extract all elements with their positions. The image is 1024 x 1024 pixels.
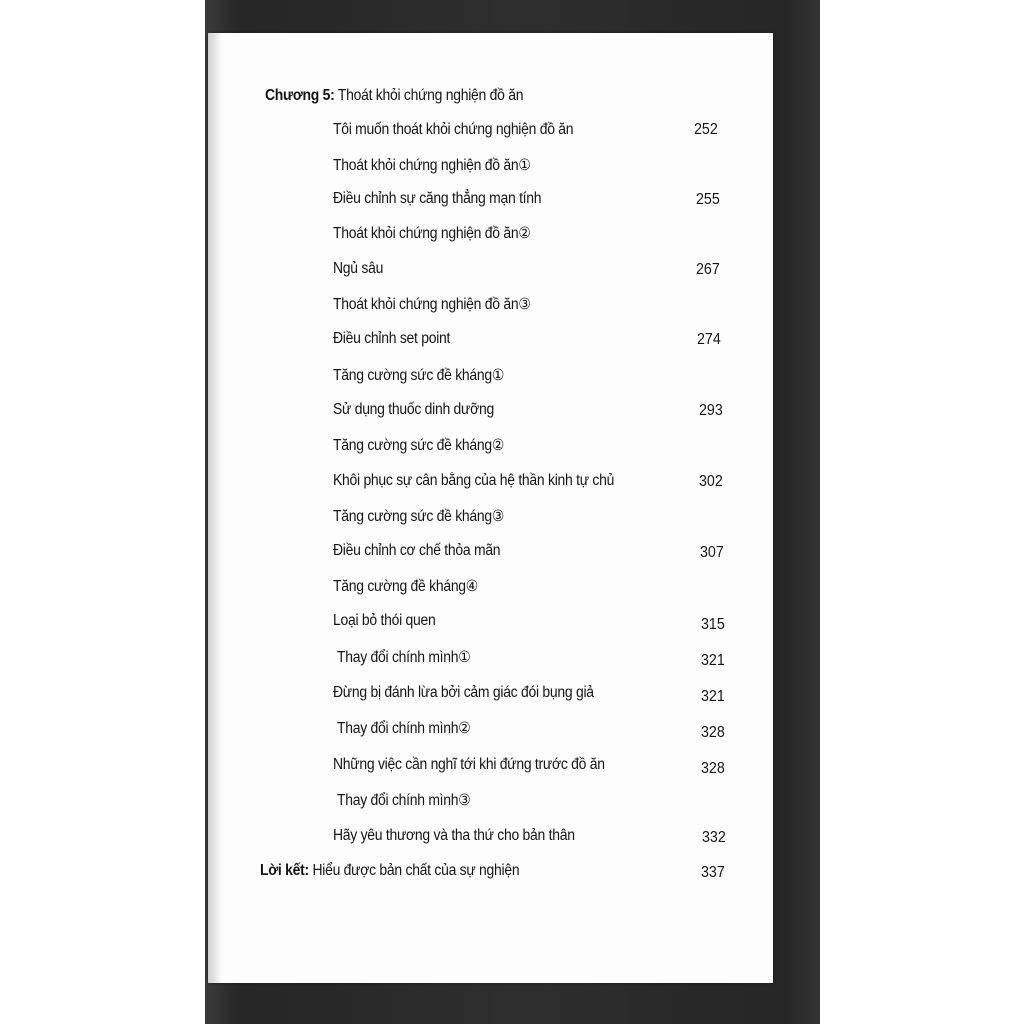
toc-entry-title: Tôi muốn thoát khỏi chứng nghiện đồ ăn bbox=[333, 121, 574, 138]
chapter-heading bbox=[265, 87, 523, 105]
toc-entry-title: Thoát khỏi chứng nghiện đồ ăn③ bbox=[333, 296, 531, 313]
chapter-title: Thoát khỏi chứng nghiện đồ ăn bbox=[337, 87, 524, 104]
toc-entry-page-number: 321 bbox=[701, 688, 725, 705]
toc-entry-title: Sử dụng thuốc dinh dưỡng bbox=[333, 401, 494, 418]
toc-entry-title: Thay đổi chính mình③ bbox=[337, 792, 471, 809]
toc-entry-title: Đừng bị đánh lừa bởi cảm giác đói bụng giả bbox=[333, 684, 594, 701]
toc-entry-title: Thay đổi chính mình① bbox=[337, 649, 471, 666]
toc-entry-page-number: 302 bbox=[699, 473, 723, 490]
toc-entry-title: Khôi phục sự cân bằng của hệ thần kinh tự chủ bbox=[333, 472, 615, 489]
toc-entry-page-number: 255 bbox=[696, 191, 720, 208]
chapter-label: Chương 5: bbox=[265, 87, 335, 104]
toc-entry-page-number: 328 bbox=[701, 760, 725, 777]
toc-entry-title: Hãy yêu thương và tha thứ cho bản thân bbox=[333, 827, 575, 844]
toc-entry-page-number: 252 bbox=[694, 121, 718, 138]
toc-entry-title: Điều chỉnh set point bbox=[333, 330, 451, 347]
toc-entry-title: Tăng cường sức đề kháng② bbox=[333, 437, 505, 454]
toc-entry-title: Ngủ sâu bbox=[333, 260, 384, 277]
epilogue-heading bbox=[260, 862, 519, 880]
toc-entry-title: Thay đổi chính mình② bbox=[337, 720, 471, 737]
toc-entry-page-number: 321 bbox=[701, 652, 725, 669]
epilogue-page-number: 337 bbox=[701, 864, 725, 881]
toc-entry-title: Tăng cường sức đề kháng① bbox=[333, 367, 505, 384]
toc-entry-page-number: 315 bbox=[701, 616, 725, 633]
toc-entry-page-number: 274 bbox=[697, 331, 721, 348]
toc-entry-page-number: 293 bbox=[699, 402, 723, 419]
epilogue-label: Lời kết: bbox=[260, 862, 309, 879]
toc-entry-title: Loại bỏ thói quen bbox=[333, 612, 436, 629]
toc-entry-title: Tăng cường sức đề kháng③ bbox=[333, 508, 505, 525]
epilogue-title: Hiểu được bản chất của sự nghiện bbox=[312, 862, 520, 879]
toc-entry-page-number: 267 bbox=[696, 261, 720, 278]
toc-entry-title: Thoát khỏi chứng nghiện đồ ăn② bbox=[333, 225, 531, 242]
toc-entry-page-number: 328 bbox=[701, 724, 725, 741]
toc-entry-title: Tăng cường đề kháng④ bbox=[333, 578, 479, 595]
toc-entry-page-number: 307 bbox=[700, 544, 724, 561]
toc-entry-title: Điều chỉnh sự căng thẳng mạn tính bbox=[333, 190, 542, 207]
toc-entry-page-number: 332 bbox=[702, 829, 726, 846]
toc-entry-title: Điều chỉnh cơ chế thỏa mãn bbox=[333, 542, 501, 559]
toc-entry-title: Thoát khỏi chứng nghiện đồ ăn① bbox=[333, 157, 531, 174]
toc-entry-title: Những việc cần nghĩ tới khi đứng trước đồ ăn bbox=[333, 756, 605, 773]
page-gutter-shadow bbox=[208, 33, 222, 983]
